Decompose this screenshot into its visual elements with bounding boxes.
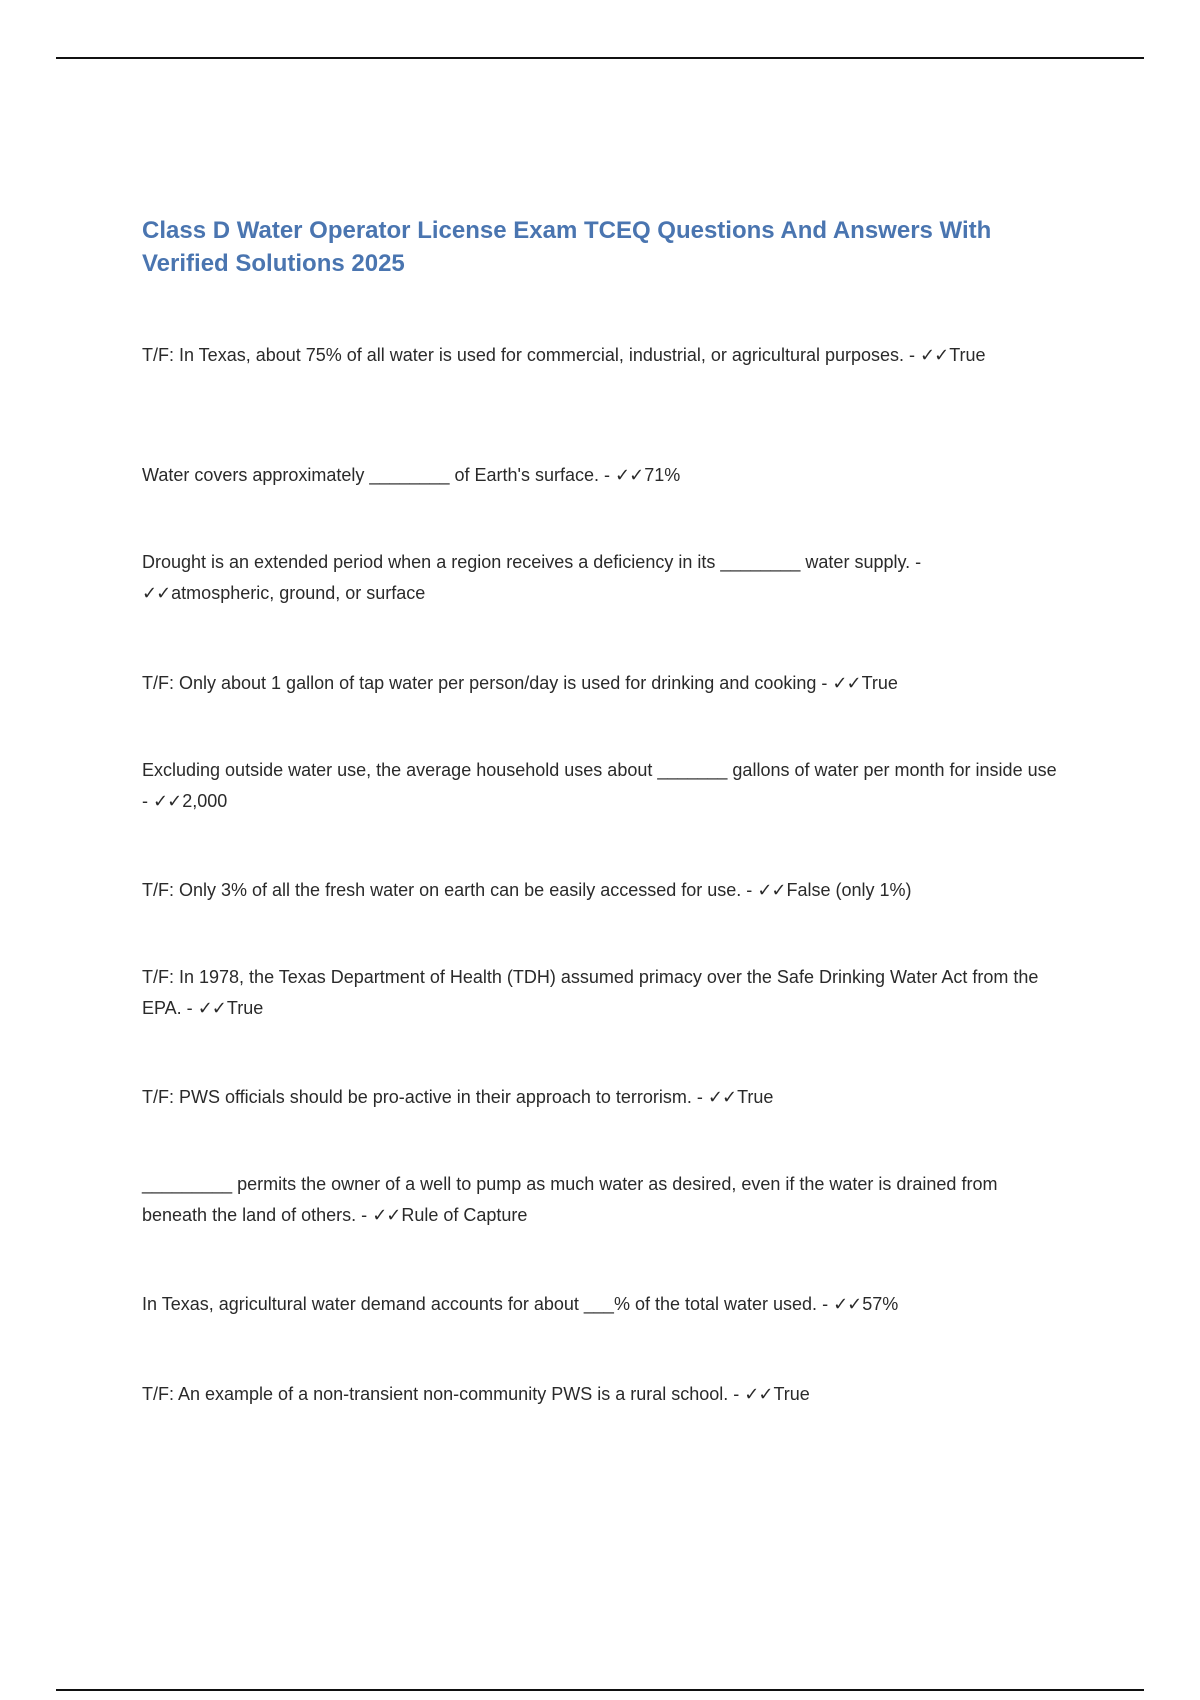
qa-item [142, 1169, 1062, 1231]
question-text: T/F: In Texas, about 75% of all water is used for commercial, industrial, or agricultural purposes. - [142, 345, 915, 365]
question-text: T/F: Only about 1 gallon of tap water per person/day is used for drinking and cooking - [142, 673, 828, 693]
check-icon: ✓✓ [707, 1087, 737, 1107]
check-icon: ✓✓ [615, 465, 644, 485]
qa-item [142, 668, 1062, 699]
answer [757, 880, 911, 900]
question-text: T/F: Only 3% of all the fresh water on earth can be easily accessed for use. - [142, 880, 753, 900]
question-text: T/F: An example of a non-transient non-community PWS is a rural school. - [142, 1384, 740, 1404]
answer-text: 2,000 [182, 791, 228, 811]
check-icon: ✓✓ [372, 1205, 401, 1225]
answer-text: atmospheric, ground, or surface [171, 583, 426, 603]
check-icon: ✓✓ [757, 880, 786, 900]
question-text: Drought is an extended period when a region receives a deficiency in its ________ water supply. - [142, 552, 922, 572]
answer [832, 673, 898, 693]
qa-item [142, 875, 1062, 906]
answer [920, 345, 986, 365]
check-icon: ✓✓ [833, 1294, 862, 1314]
answer-text: Rule of Capture [401, 1205, 528, 1225]
check-icon: ✓✓ [920, 345, 949, 365]
header-rule [56, 57, 1144, 59]
answer [708, 1087, 774, 1107]
question-text: T/F: In 1978, the Texas Department of Health (TDH) assumed primacy over the Safe Drinking Water Act from the EPA. - [142, 967, 1039, 1018]
question-text: T/F: PWS officials should be pro-active in their approach to terrorism. - [142, 1087, 703, 1107]
qa-item [142, 1082, 1062, 1113]
check-icon: ✓✓ [197, 998, 226, 1018]
question-text: Water covers approximately ________ of Earth's surface. - [142, 465, 610, 485]
answer [833, 1294, 898, 1314]
answer-text: True [737, 1087, 774, 1107]
answer [153, 791, 227, 811]
question-text: Excluding outside water use, the average household uses about _______ gallons of water per month for inside use - [142, 760, 1057, 811]
qa-item [142, 1379, 1062, 1410]
answer [142, 583, 425, 603]
qa-item [142, 460, 1062, 491]
document-title: Class D Water Operator License Exam TCEQ Questions And Answers With Verified Solutions 2025 [142, 217, 992, 277]
answer [615, 465, 680, 485]
check-icon: ✓✓ [142, 583, 171, 603]
answer-text: True [773, 1384, 810, 1404]
check-icon: ✓✓ [153, 791, 182, 811]
answer-text: True [949, 345, 986, 365]
answer [744, 1384, 810, 1404]
answer-text: 57% [862, 1294, 899, 1314]
answer-text: True [861, 673, 898, 693]
qa-item [142, 755, 1062, 817]
answer-text: 71% [644, 465, 681, 485]
answer-text: False (only 1%) [786, 880, 912, 900]
answer-text: True [226, 998, 264, 1018]
check-icon: ✓✓ [744, 1384, 773, 1404]
check-icon: ✓✓ [832, 673, 861, 693]
answer [372, 1205, 527, 1225]
question-text: _________ permits the owner of a well to pump as much water as desired, even if the water is drained from beneath the land of others. - [142, 1174, 998, 1225]
qa-item [142, 962, 1062, 1024]
question-text: In Texas, agricultural water demand accounts for about ___% of the total water used. - [142, 1294, 829, 1314]
footer-rule [56, 1689, 1144, 1691]
qa-item [142, 340, 1062, 371]
qa-item [142, 547, 1062, 609]
answer [198, 998, 264, 1018]
qa-item [142, 1289, 1062, 1320]
